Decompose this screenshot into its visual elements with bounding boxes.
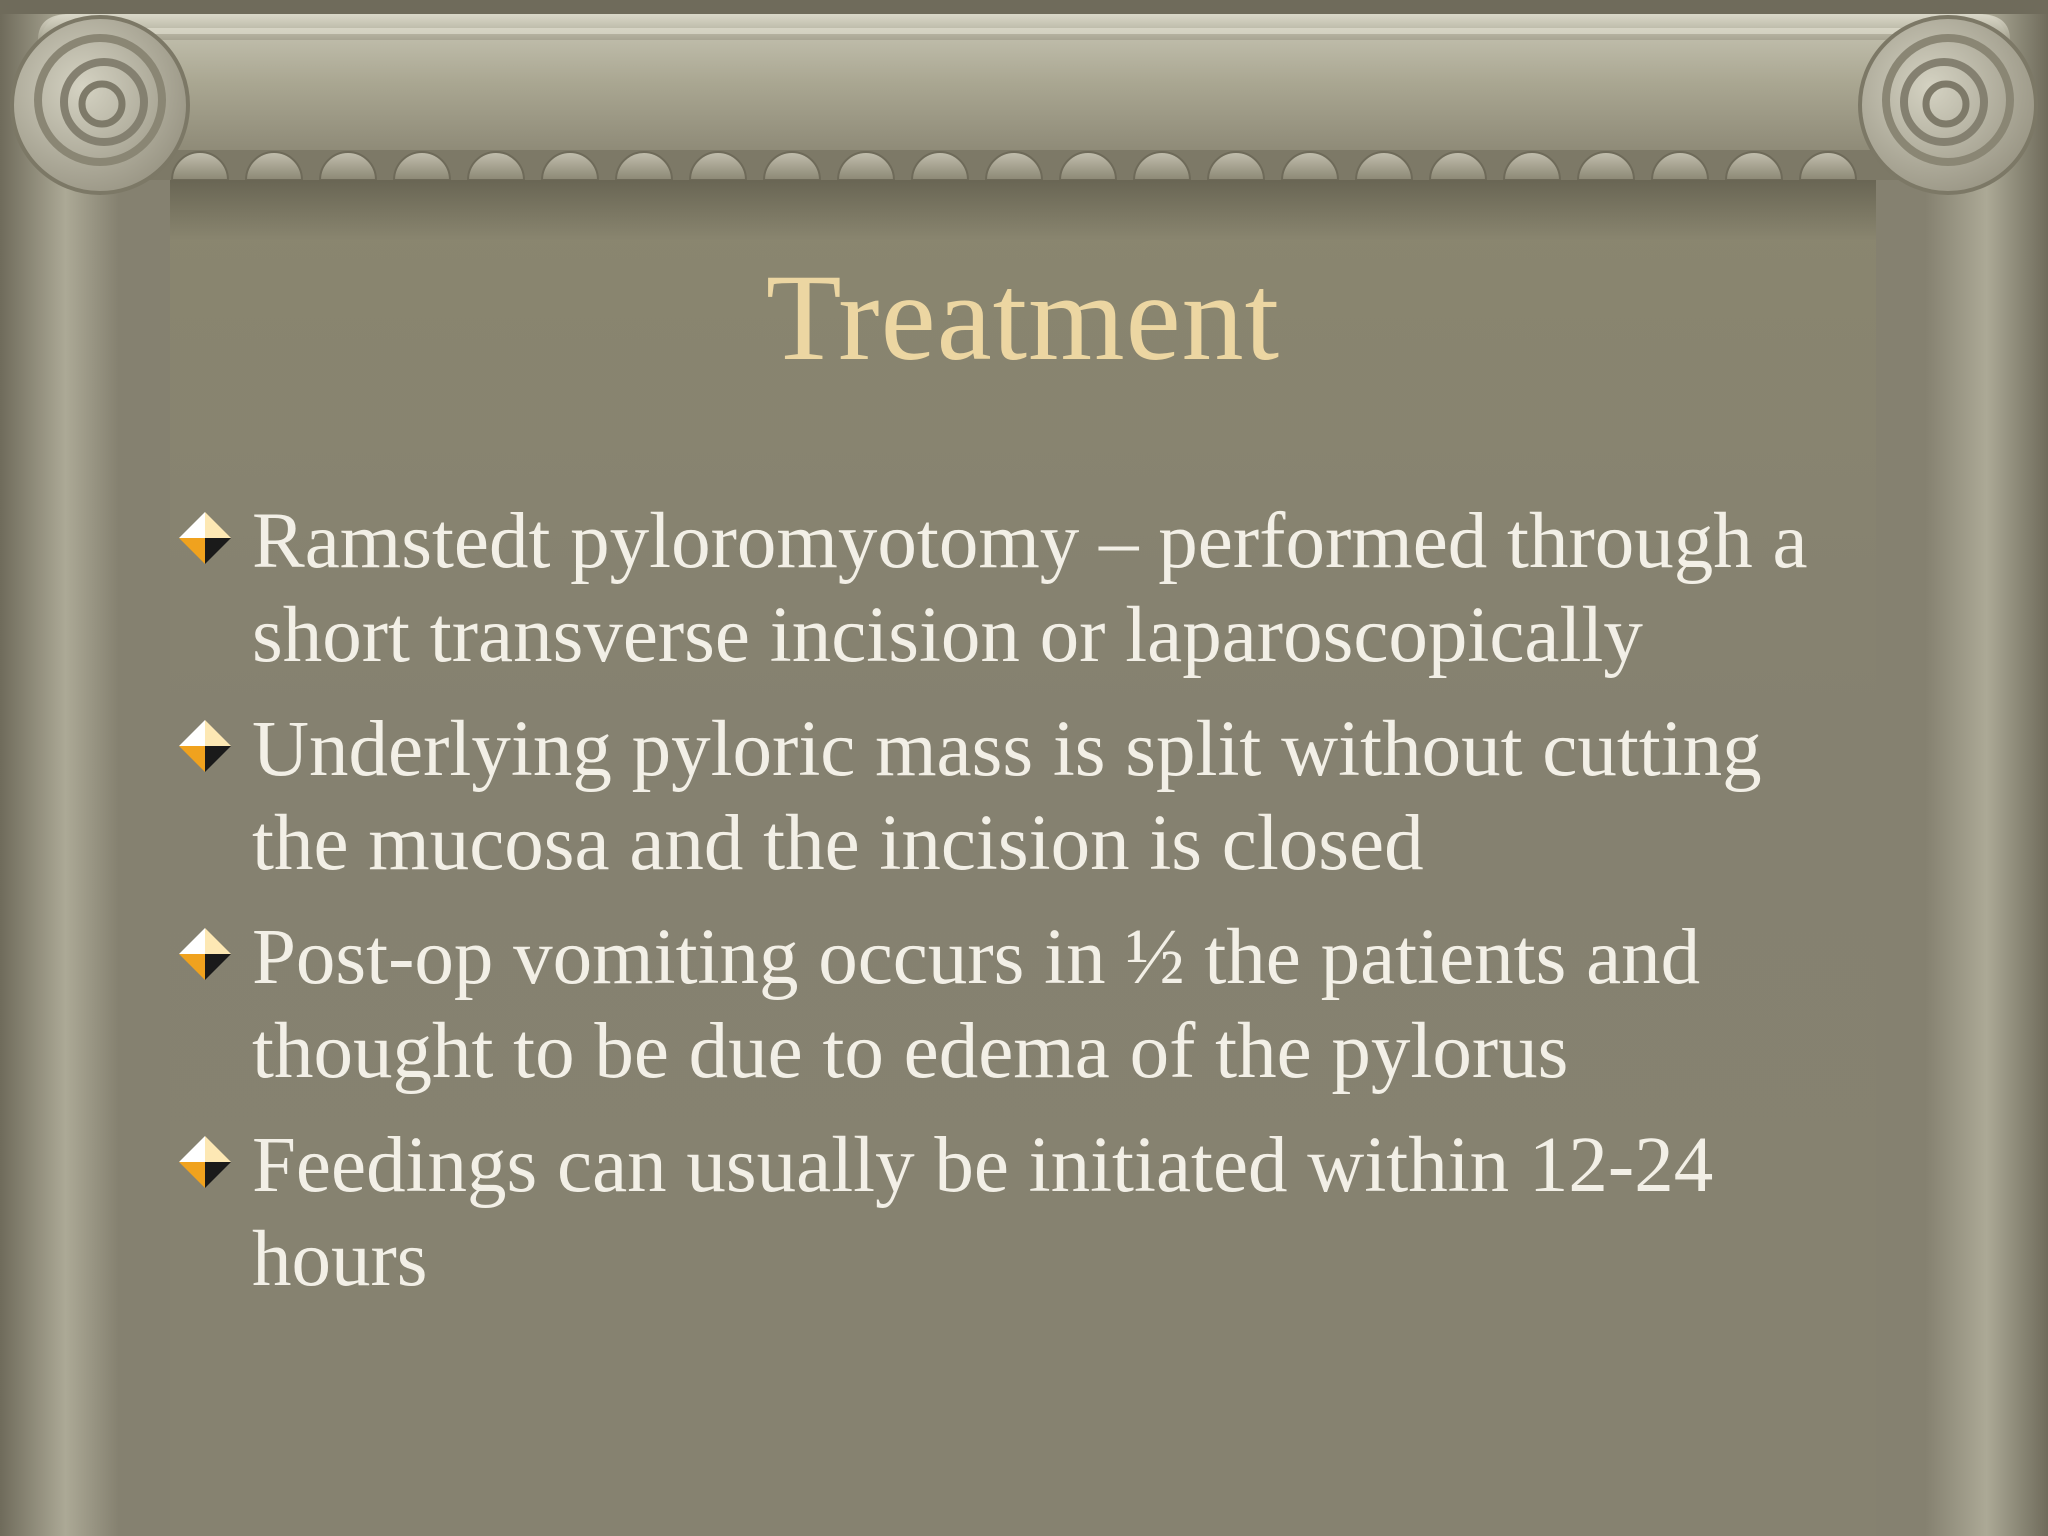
bullet-list (175, 495, 1855, 1327)
right-volute (1860, 17, 2036, 193)
dentil-row (172, 152, 1856, 180)
diamond-bullet-icon (177, 1134, 233, 1190)
panel-top-shadow (170, 180, 1876, 240)
bullet-text: Ramstedt pyloromyotomy – performed through a short transverse incision or laparoscopically (252, 498, 1808, 679)
left-volute (12, 17, 188, 193)
bullet-text: Post-op vomiting occurs in ½ the patients and thought to be due to edema of the pylorus (252, 914, 1701, 1095)
bullet-text: Feedings can usually be initiated within 12-24 hours (252, 1122, 1714, 1303)
diamond-bullet-icon (177, 926, 233, 982)
bullet-item (175, 911, 1855, 1099)
bullet-item (175, 495, 1855, 683)
slide-title: Treatment (765, 249, 1281, 386)
bullet-item (175, 703, 1855, 891)
diamond-bullet-icon (177, 510, 233, 566)
diamond-bullet-icon (177, 718, 233, 774)
bullet-text: Underlying pyloric mass is split without cutting the mucosa and the incision is closed (252, 706, 1762, 887)
bullet-item (175, 1119, 1855, 1307)
